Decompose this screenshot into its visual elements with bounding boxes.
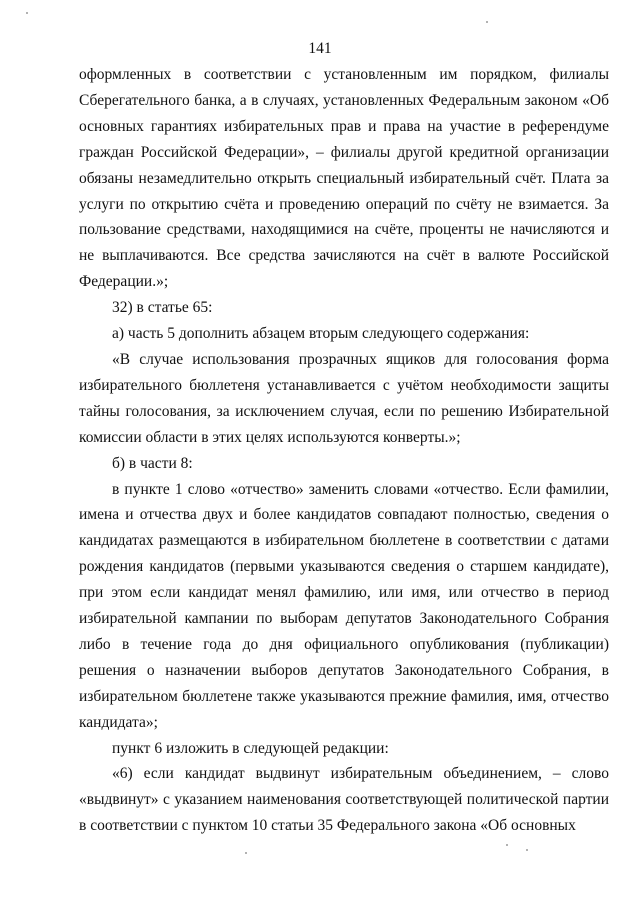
scan-speck [245, 852, 247, 854]
paragraph-point-1: в пункте 1 слово «отчество» заменить словами «отчество. Если фамилии, имена и отчества двух и более кандидатов совпадают полностью, сведения о кандидатах размещаются в избирательном бюллетене в соответствии с датами рождения кандидатов (первыми указываются сведения о старшем кандидате), при этом если кандидат менял фамилию, или имя, или отчество в период избирательной кампании по выборам депутатов Законодательного Собрания либо в течение года до дня официального опубликования (публикации) решения о назначении выборов депутатов Законодательного Собрания, в избирательном бюллетене также указываются прежние фамилия, имя, отчество кандидата»; [79, 480, 609, 731]
paragraph-item-32: 32) в статье 65: [112, 299, 213, 317]
scan-speck [526, 849, 528, 851]
page-number: 141 [308, 40, 332, 57]
scan-speck [486, 21, 488, 23]
paragraph-part-5: а) часть 5 дополнить абзацем вторым следующего содержания: [112, 325, 530, 343]
document-body [79, 62, 609, 839]
paragraph-bank-account: оформленных в соответствии с установленным им порядком, филиалы Сберегательного банка, а в случаях, установленных Федеральным законом «Об основных гарантиях избирательных прав и права на участие в референдуме граждан Российской Федерации», – филиалы другой кредитной организации обязаны незамедлительно открыть специальный избирательный счёт. Плата за услуги по открытию счёта и проведению операций по счёту не взимается. За пользование средствами, находящимися на счёте, проценты не начисляются и не выплачиваются. Все средства зачисляются на счёт в валюте Российской Федерации.»; [79, 66, 609, 291]
scan-speck [506, 844, 508, 846]
paragraph-point-6: пункт 6 изложить в следующей редакции: [112, 739, 389, 757]
paragraph-point-6-text: «6) если кандидат выдвинут избирательным объединением, – слово «выдвинут» с указанием наименования соответствующей политической партии в соответствии с пунктом 10 статьи 35 Федерального закона «Об основных [79, 765, 609, 835]
paragraph-part-8: б) в части 8: [112, 454, 193, 472]
paragraph-transparent-boxes: «В случае использования прозрачных ящиков для голосования форма избирательного бюллетеня устанавливается с учётом необходимости защиты тайны голосования, за исключением случая, если по решению Избирательной комиссии области в этих целях используются конверты.»; [79, 350, 609, 446]
scan-speck [26, 12, 28, 14]
